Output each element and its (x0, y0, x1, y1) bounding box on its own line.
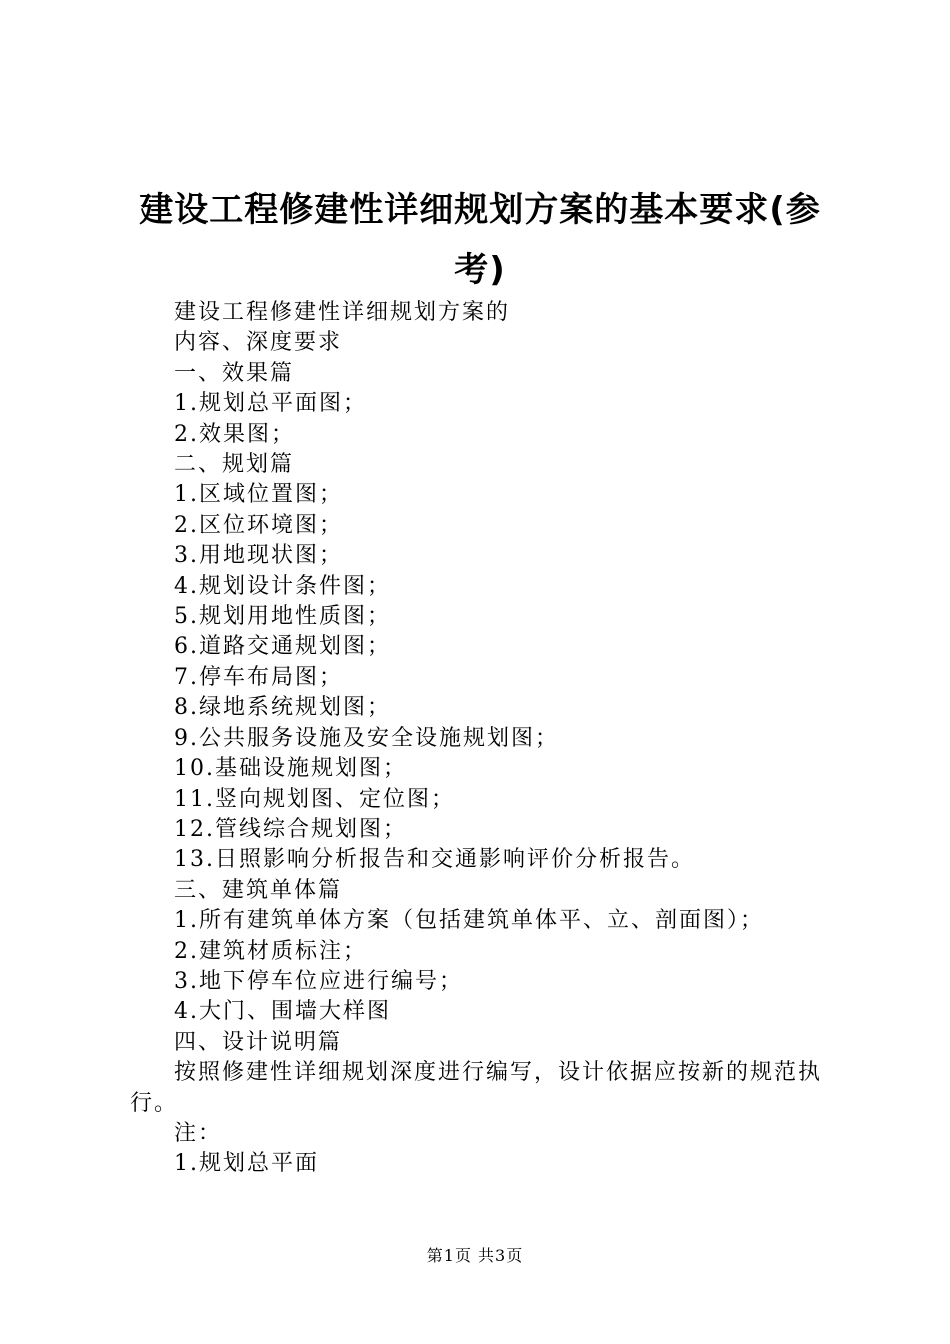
document-title: 建设工程修建性详细规划方案的基本要求(参考) (139, 190, 821, 290)
note-label: 注： (174, 1120, 223, 1146)
list-item: 12.管线综合规划图； (174, 816, 407, 842)
section-heading: 一、效果篇 (174, 360, 295, 386)
list-item: 3.用地现状图； (174, 543, 343, 569)
list-item: 13.日照影响分析报告和交通影响评价分析报告。 (174, 847, 695, 873)
list-item: 5.规划用地性质图； (174, 604, 391, 630)
list-item: 2.建筑材质标注； (174, 938, 367, 964)
list-item: 1.区域位置图； (174, 482, 343, 508)
list-item: 11.竖向规划图、定位图； (174, 786, 455, 812)
list-item: 1.规划总平面图； (174, 391, 367, 417)
list-item: 1.所有建筑单体方案（包括建筑单体平、立、剖面图）； (174, 908, 764, 934)
section-heading: 二、规划篇 (174, 452, 295, 478)
section-heading: 四、设计说明篇 (174, 1029, 343, 1055)
list-item: 2.区位环境图； (174, 512, 343, 538)
list-item: 10.基础设施规划图； (174, 756, 407, 782)
list-item: 2.效果图； (174, 421, 295, 447)
list-item: 8.绿地系统规划图； (174, 695, 391, 721)
list-item: 4.大门、围墙大样图 (174, 999, 391, 1025)
section-heading: 三、建筑单体篇 (174, 877, 343, 903)
list-item: 3.地下停车位应进行编号； (174, 968, 463, 994)
list-item: 7.停车布局图； (174, 664, 343, 690)
body-line: 内容、深度要求 (174, 330, 343, 356)
page-number: 第1页 共3页 (426, 1246, 524, 1265)
list-item: 4.规划设计条件图； (174, 573, 391, 599)
list-item: 9.公共服务设施及安全设施规划图； (174, 725, 559, 751)
body-paragraph: 按照修建性详细规划深度进行编写，设计依据应按新的规范执行。 (130, 1060, 823, 1116)
list-item: 6.道路交通规划图； (174, 634, 391, 660)
body-line: 建设工程修建性详细规划方案的 (174, 300, 511, 325)
list-item: 1.规划总平面 (174, 1151, 319, 1177)
document-body (130, 298, 830, 1180)
